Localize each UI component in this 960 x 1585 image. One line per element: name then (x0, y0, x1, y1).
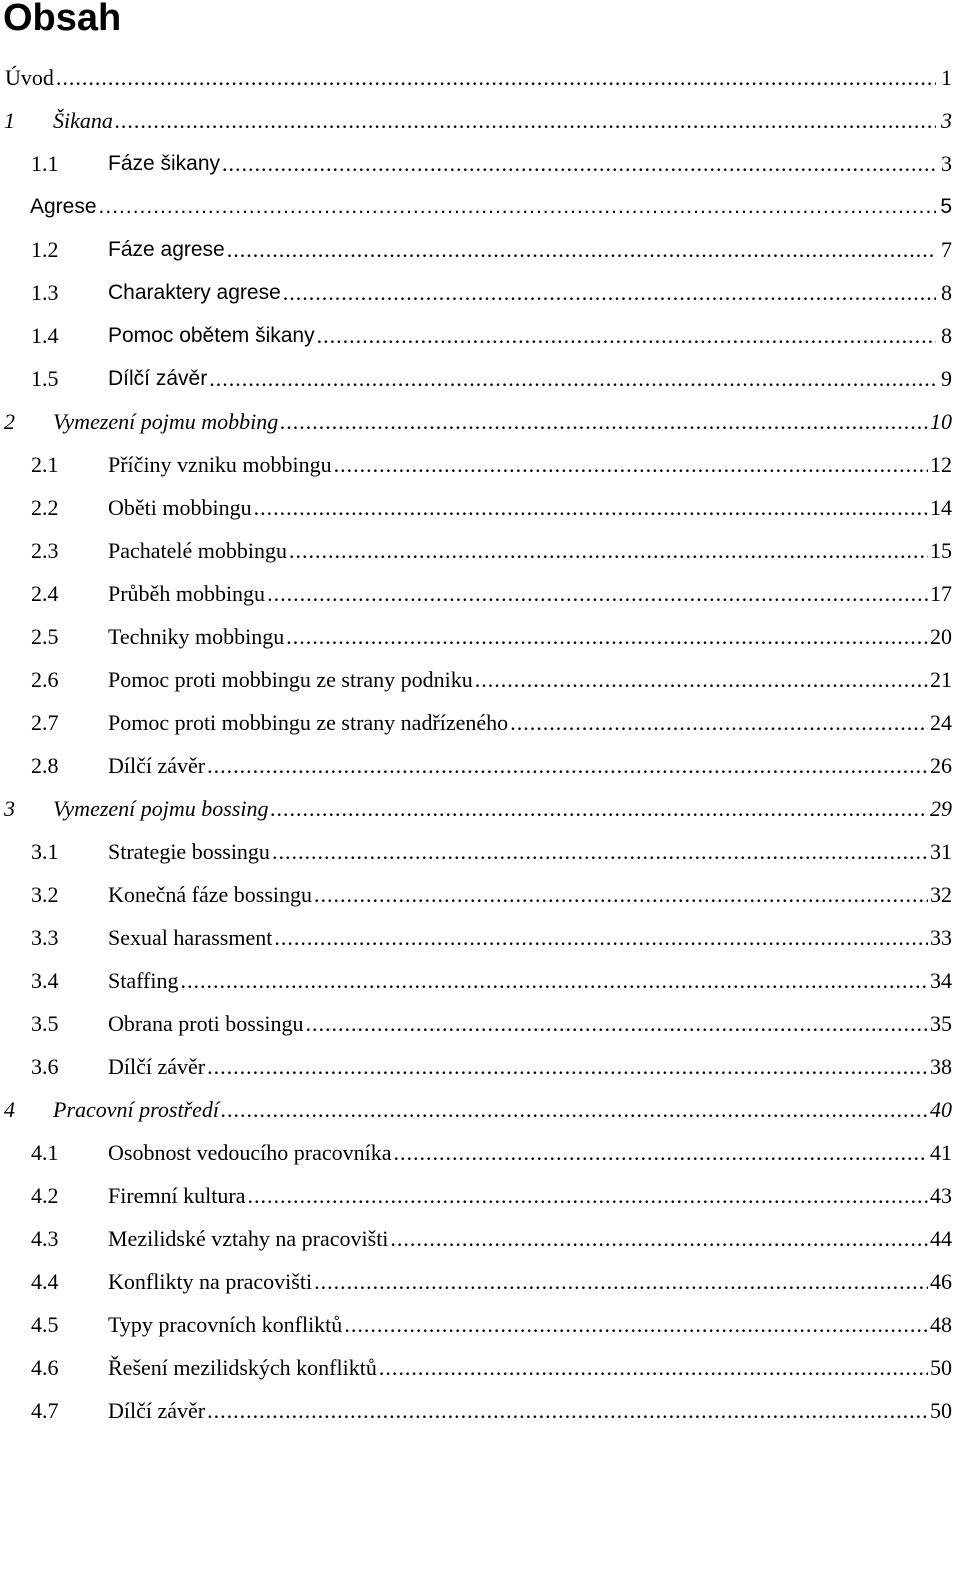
toc-entry-title: Typy pracovních konfliktů (108, 1311, 343, 1337)
dot-leader (254, 495, 928, 521)
toc-entry-number: 2 (4, 408, 15, 434)
toc-entry-number: 3.6 (31, 1053, 59, 1079)
toc-entry[interactable] (0, 873, 952, 916)
toc-entry-number: 2.4 (31, 580, 59, 606)
dot-leader (272, 839, 928, 865)
toc-entry-number: 1.2 (31, 236, 59, 262)
toc-entry[interactable] (0, 228, 952, 271)
toc-entry-title: Konflikty na pracovišti (108, 1268, 313, 1294)
toc-entry[interactable] (0, 1389, 952, 1432)
dot-leader (180, 968, 928, 994)
toc-entry-number: 2.8 (31, 752, 59, 778)
toc-entry-number: 1.4 (31, 322, 59, 348)
dot-leader (99, 195, 936, 219)
toc-entry-title: Staffing (108, 967, 179, 993)
toc-entry-page-number: 21 (930, 666, 952, 692)
toc-entry[interactable] (0, 1303, 952, 1346)
toc-entry-title: Dílčí závěr (108, 1053, 206, 1079)
toc-entry-number: 2.6 (31, 666, 59, 692)
toc-entry-number: 1.5 (31, 365, 59, 391)
toc-entry-page-number: 7 (941, 236, 952, 262)
toc-entry[interactable] (0, 314, 952, 357)
dot-leader (207, 1398, 928, 1424)
toc-entry-page-number: 43 (930, 1182, 952, 1208)
toc-entry-page-number: 50 (930, 1397, 952, 1423)
toc-entry-number: 1.1 (31, 150, 59, 176)
toc-entry-title: Charaktery agrese (108, 280, 281, 304)
toc-entry-title: Pomoc obětem šikany (108, 323, 315, 347)
toc-entry-page-number: 31 (930, 838, 952, 864)
toc-entry-title: Techniky mobbingu (108, 623, 285, 649)
toc-entry[interactable] (0, 701, 952, 744)
toc-entry-page-number: 32 (930, 881, 952, 907)
toc-entry-number: 2.5 (31, 623, 59, 649)
toc-entry-title: Mezilidské vztahy na pracovišti (108, 1225, 389, 1251)
toc-entry-page-number: 20 (930, 623, 952, 649)
toc-entry-title: Pracovní prostředí (53, 1096, 219, 1122)
dot-leader (334, 452, 928, 478)
toc-entry-number: 3 (4, 795, 15, 821)
toc-entry-page-number: 5 (940, 194, 952, 218)
toc-entry-title: Příčiny vzniku mobbingu (108, 451, 332, 477)
dot-leader (207, 1054, 928, 1080)
toc-entry-title: Firemní kultura (108, 1182, 246, 1208)
page-title: Obsah (3, 0, 122, 39)
dot-leader (289, 538, 928, 564)
toc-entry-title: Konečná fáze bossingu (108, 881, 313, 907)
toc-entry-page-number: 46 (930, 1268, 952, 1294)
toc-entry-page-number: 1 (941, 64, 952, 90)
toc-entry-title: Pomoc proti mobbingu ze strany podniku (108, 666, 473, 692)
toc-entry-page-number: 41 (930, 1139, 952, 1165)
toc-entry-title: Vymezení pojmu mobbing (53, 408, 279, 434)
dot-leader (280, 409, 928, 435)
toc-entry[interactable] (0, 1088, 952, 1131)
toc-entry[interactable] (0, 357, 952, 400)
toc-entry-page-number: 24 (930, 709, 952, 735)
toc-entry-number: 4.4 (31, 1268, 59, 1294)
toc-entry-page-number: 3 (941, 107, 952, 133)
dot-leader (379, 1355, 928, 1381)
toc-entry-page-number: 9 (941, 365, 952, 391)
toc-entry-page-number: 44 (930, 1225, 952, 1251)
toc-entry-page-number: 14 (930, 494, 952, 520)
dot-leader (209, 366, 936, 392)
dot-leader (271, 796, 928, 822)
toc-entry-page-number: 29 (930, 795, 952, 821)
dot-leader (306, 1011, 928, 1037)
dot-leader (314, 882, 928, 908)
dot-leader (267, 581, 928, 607)
table-of-contents (0, 56, 952, 1432)
toc-entry-title: Řešení mezilidských konfliktů (108, 1354, 377, 1380)
dot-leader (344, 1312, 928, 1338)
toc-entry[interactable] (0, 1346, 952, 1389)
toc-entry-title: Pachatelé mobbingu (108, 537, 288, 563)
toc-entry[interactable] (0, 959, 952, 1002)
toc-entry[interactable] (0, 1217, 952, 1260)
toc-entry[interactable] (0, 99, 952, 142)
toc-entry-title: Agrese (30, 194, 97, 218)
dot-leader (475, 667, 928, 693)
toc-entry-title: Osobnost vedoucího pracovníka (108, 1139, 392, 1165)
toc-entry-number: 2.3 (31, 537, 59, 563)
toc-entry[interactable] (0, 572, 952, 615)
toc-entry-number: 2.7 (31, 709, 59, 735)
toc-entry-number: 3.1 (31, 838, 59, 864)
toc-entry-number: 4.7 (31, 1397, 59, 1423)
toc-entry[interactable] (0, 486, 952, 529)
toc-entry[interactable] (0, 1002, 952, 1045)
toc-entry-title: Dílčí závěr (108, 752, 206, 778)
toc-entry-page-number: 48 (930, 1311, 952, 1337)
toc-entry[interactable] (0, 1174, 952, 1217)
toc-entry-number: 1 (4, 107, 15, 133)
toc-entry-number: 3.3 (31, 924, 59, 950)
dot-leader (115, 108, 936, 134)
toc-entry-page-number: 15 (930, 537, 952, 563)
toc-entry-title: Oběti mobbingu (108, 494, 252, 520)
toc-entry[interactable] (0, 1260, 952, 1303)
toc-entry-number: 3.2 (31, 881, 59, 907)
toc-entry[interactable] (0, 787, 952, 830)
dot-leader (286, 624, 928, 650)
dot-leader (510, 710, 928, 736)
toc-entry-page-number: 17 (930, 580, 952, 606)
toc-entry-page-number: 35 (930, 1010, 952, 1036)
toc-entry-number: 3.5 (31, 1010, 59, 1036)
dot-leader (390, 1226, 928, 1252)
dot-leader (207, 753, 928, 779)
toc-entry-title: Strategie bossingu (108, 838, 270, 864)
dot-leader (394, 1140, 929, 1166)
dot-leader (274, 925, 928, 951)
toc-entry[interactable] (0, 185, 952, 228)
toc-entry-page-number: 38 (930, 1053, 952, 1079)
toc-entry-title: Vymezení pojmu bossing (53, 795, 269, 821)
toc-entry-title: Dílčí závěr (108, 1397, 206, 1423)
dot-leader (247, 1183, 928, 1209)
toc-entry[interactable] (0, 529, 952, 572)
toc-entry-page-number: 10 (930, 408, 952, 434)
toc-entry-page-number: 34 (930, 967, 952, 993)
toc-entry-number: 2.2 (31, 494, 59, 520)
toc-entry-title: Úvod (5, 64, 54, 90)
toc-entry[interactable] (0, 658, 952, 701)
toc-entry[interactable] (0, 400, 952, 443)
toc-entry-title: Pomoc proti mobbingu ze strany nadřízeného (108, 709, 509, 735)
toc-entry-number: 3.4 (31, 967, 59, 993)
toc-entry-number: 4.5 (31, 1311, 59, 1337)
toc-entry[interactable] (0, 271, 952, 314)
toc-entry-title: Šikana (53, 107, 113, 133)
toc-entry-number: 2.1 (31, 451, 59, 477)
dot-leader (222, 151, 936, 177)
toc-entry-title: Fáze agrese (108, 237, 225, 261)
toc-entry-page-number: 8 (941, 279, 952, 305)
toc-entry[interactable] (0, 615, 952, 658)
toc-entry-page-number: 26 (930, 752, 952, 778)
toc-entry[interactable] (0, 1045, 952, 1088)
toc-entry[interactable] (0, 443, 952, 486)
dot-leader (283, 280, 936, 306)
dot-leader (56, 65, 936, 91)
toc-entry-page-number: 50 (930, 1354, 952, 1380)
toc-entry-page-number: 12 (930, 451, 952, 477)
toc-entry-number: 4.1 (31, 1139, 59, 1165)
toc-entry[interactable] (0, 916, 952, 959)
dot-leader (221, 1097, 928, 1123)
toc-entry-title: Dílčí závěr (108, 366, 208, 390)
toc-entry-number: 1.3 (31, 279, 59, 305)
toc-entry-page-number: 8 (941, 322, 952, 348)
dot-leader (314, 1269, 928, 1295)
toc-entry-number: 4 (4, 1096, 15, 1122)
toc-entry-number: 4.6 (31, 1354, 59, 1380)
toc-entry-page-number: 40 (930, 1096, 952, 1122)
dot-leader (317, 323, 936, 349)
toc-entry[interactable] (0, 744, 952, 787)
toc-entry-number: 4.2 (31, 1182, 59, 1208)
toc-entry[interactable] (0, 56, 952, 99)
toc-entry[interactable] (0, 1131, 952, 1174)
dot-leader (227, 237, 936, 263)
toc-entry-title: Sexual harassment (108, 924, 273, 950)
toc-entry-number: 4.3 (31, 1225, 59, 1251)
toc-entry-title: Fáze šikany (108, 151, 221, 175)
toc-entry-title: Průběh mobbingu (108, 580, 266, 606)
toc-entry[interactable] (0, 830, 952, 873)
toc-entry-title: Obrana proti bossingu (108, 1010, 304, 1036)
toc-entry-page-number: 3 (941, 150, 952, 176)
toc-entry-page-number: 33 (930, 924, 952, 950)
toc-entry[interactable] (0, 142, 952, 185)
